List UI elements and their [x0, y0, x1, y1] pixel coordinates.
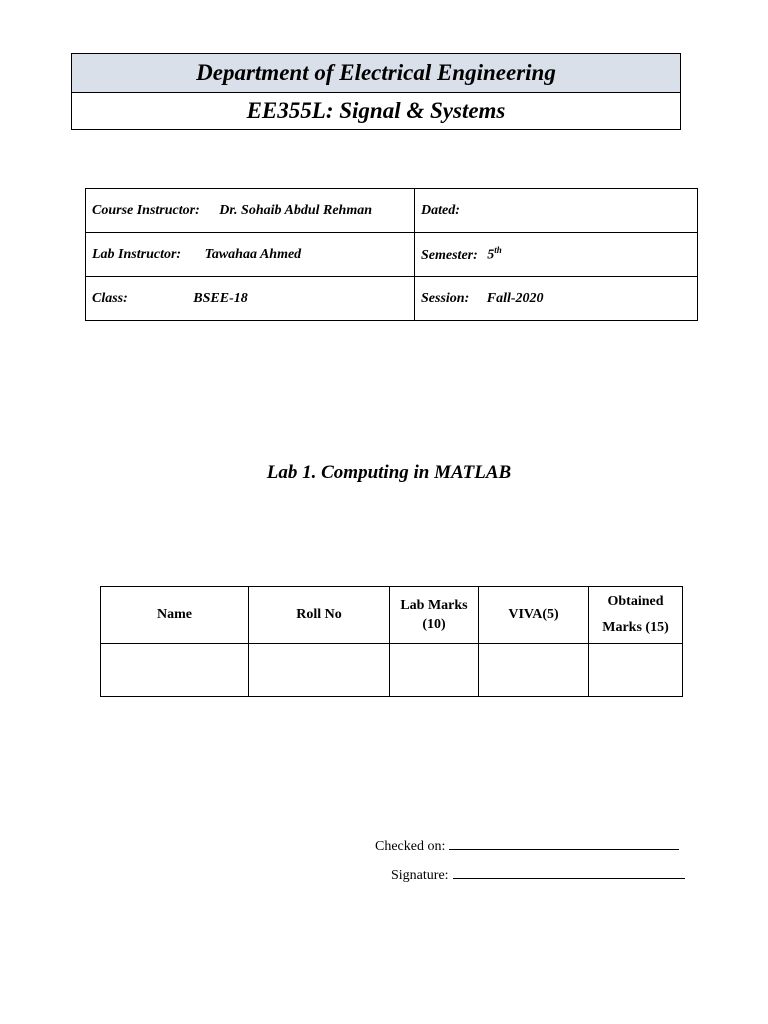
lab-instructor-value: Tawahaa Ahmed	[204, 246, 302, 262]
session-value: Fall-2020	[486, 290, 544, 306]
roll-no-entry-cell[interactable]	[249, 644, 390, 697]
department-title: Department of Electrical Engineering	[72, 54, 680, 93]
signature-line	[391, 866, 685, 884]
course-instructor-cell	[86, 189, 415, 233]
dated-label: Dated:	[421, 202, 460, 218]
col-viva: VIVA(5)	[479, 587, 589, 644]
col-roll-no: Roll No	[249, 587, 390, 644]
course-instructor-label: Course Instructor:	[92, 202, 200, 218]
semester-number: 5	[487, 247, 495, 263]
col-name: Name	[101, 587, 249, 644]
col-obtained-line1: Obtained	[607, 594, 664, 609]
semester-label: Semester:	[421, 247, 478, 263]
viva-entry-cell[interactable]	[479, 644, 589, 697]
course-title: EE355L: Signal & Systems	[246, 98, 506, 123]
lab-title: Lab 1. Computing in MATLAB	[266, 462, 512, 483]
signature-label: Signature:	[391, 868, 449, 883]
signature-blank[interactable]	[453, 866, 685, 879]
lab-instructor-label: Lab Instructor:	[92, 246, 182, 262]
class-cell	[86, 277, 415, 321]
col-obtained-marks	[589, 587, 683, 644]
info-row-instructor	[86, 189, 698, 233]
course-instructor-value: Dr. Sohaib Abdul Rehman	[219, 202, 373, 218]
semester-cell	[415, 233, 698, 277]
class-label: Class:	[92, 290, 128, 306]
dated-cell	[415, 189, 698, 233]
semester-suffix: th	[494, 245, 502, 256]
marks-header-row	[101, 587, 683, 644]
course-info-table	[85, 188, 698, 321]
obtained-marks-entry-cell[interactable]	[589, 644, 683, 697]
lab-instructor-cell	[86, 233, 415, 277]
document-header	[71, 53, 681, 130]
session-label: Session:	[421, 290, 470, 306]
col-lab-marks-line2: (10)	[422, 616, 446, 632]
info-row-class	[86, 277, 698, 321]
info-row-lab-instructor	[86, 233, 698, 277]
col-lab-marks-line1: Lab Marks	[400, 597, 468, 613]
checked-on-line	[375, 837, 679, 855]
col-obtained-line2: Marks (15)	[602, 620, 669, 635]
class-value: BSEE-18	[193, 290, 248, 306]
col-lab-marks	[390, 587, 479, 644]
checked-on-label: Checked on:	[375, 839, 446, 854]
lab-marks-entry-cell[interactable]	[390, 644, 479, 697]
checked-on-blank[interactable]	[449, 837, 679, 850]
semester-value	[487, 245, 502, 264]
marks-entry-row	[101, 644, 683, 697]
marks-table	[100, 586, 683, 697]
session-cell	[415, 277, 698, 321]
name-entry-cell[interactable]	[101, 644, 249, 697]
